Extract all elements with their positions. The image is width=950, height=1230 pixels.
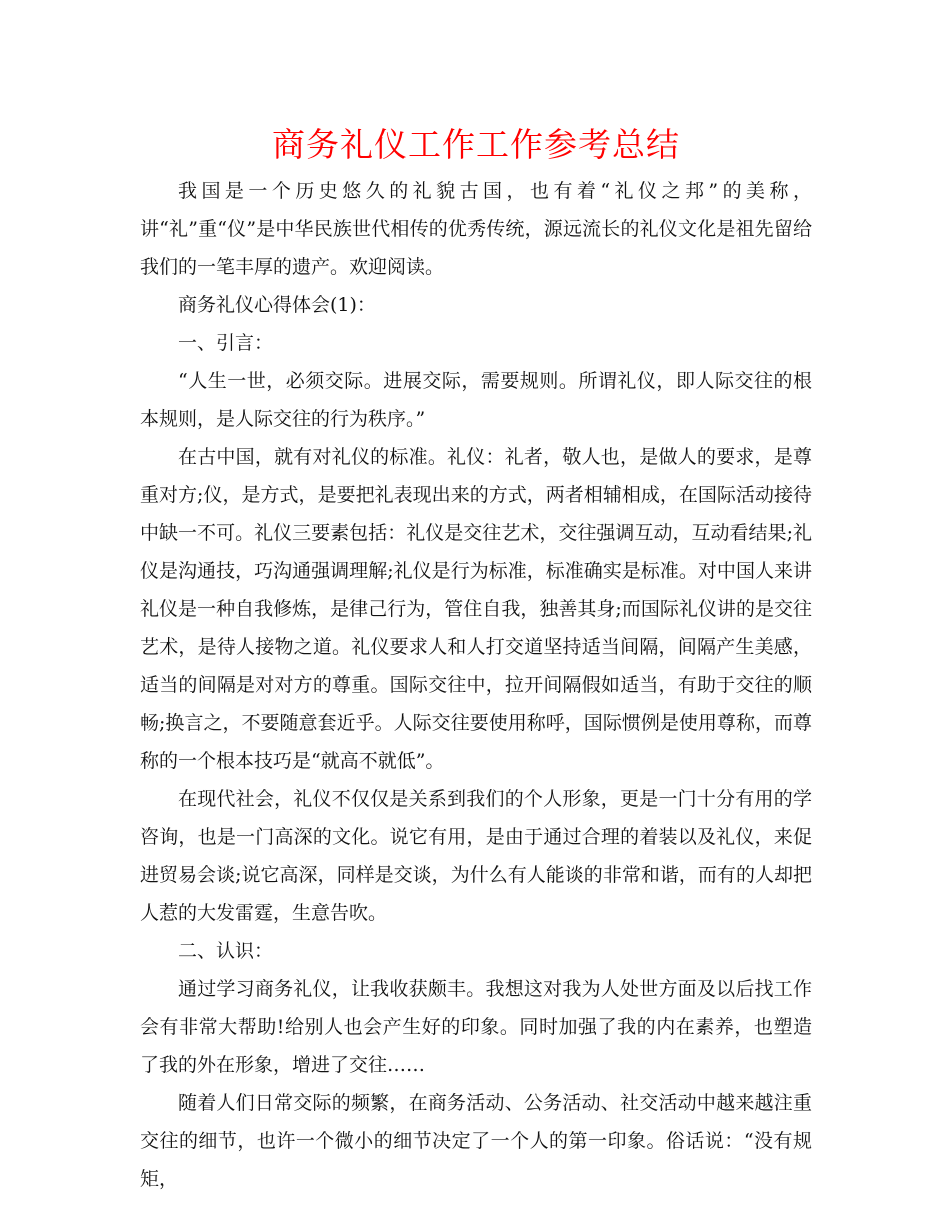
paragraph-learning: 通过学习商务礼仪，让我收获颇丰。我想这对我为人处世方面及以后找工作会有非常大帮助!给别人也会产生好的印象。同时加强了我的内在素养，也塑造了我的外在形象，增进了交往…… [140, 978, 812, 1076]
paragraph-heading-introduction: 一、引言： [178, 332, 274, 354]
paragraph-ancient-china: 在古中国，就有对礼仪的标准。礼仪：礼者，敬人也，是做人的要求，是尊重对方;仪，是方式，是要把礼表现出来的方式，两者相辅相成，在国际活动接待中缺一不可。礼仪三要素包括：礼仪是交往艺术，交往强调互动，互动看结果;礼仪是沟通技，巧沟通强调理解;礼仪是行为标准，标准确实是标准。对中国人来讲礼仪是一种自我修炼，是律己行为，管住自我，独善其身;而国际礼仪讲的是交往艺术，是待人接物之道。礼仪要求人和人打交道坚持适当间隔，间隔产生美感，适当的间隔是对对方的尊重。国际交往中，拉开间隔假如适当，有助于交往的顺畅;换言之，不要随意套近乎。人际交往要使用称呼，国际惯例是使用尊称，而尊称的一个根本技巧是“就高不就低”。 [140, 446, 812, 772]
paragraph-details: 随着人们日常交际的频繁，在商务活动、公务活动、社交活动中越来越注重交往的细节，也许一个微小的细节决定了一个人的第一印象。俗话说：“没有规矩， [140, 1092, 812, 1190]
paragraph-intro: 我国是一个历史悠久的礼貌古国，也有着“礼仪之邦”的美称，讲“礼”重“仪”是中华民族世代相传的优秀传统，源远流长的礼仪文化是祖先留给我们的一笔丰厚的遗产。欢迎阅读。 [140, 180, 812, 278]
paragraph-section-heading: 商务礼仪心得体会(1)： [178, 294, 376, 316]
document-page [140, 118, 812, 1198]
document-title: 商务礼仪工作工作参考总结 [272, 125, 680, 164]
paragraph-heading-understanding: 二、认识： [178, 940, 274, 962]
document-body [140, 172, 812, 1198]
paragraph-quote: “人生一世，必须交际。进展交际，需要规则。所谓礼仪，即人际交往的根本规则，是人际交往的行为秩序。” [140, 370, 812, 430]
paragraph-modern-society: 在现代社会，礼仪不仅仅是关系到我们的个人形象，更是一门十分有用的学咨询，也是一门高深的文化。说它有用，是由于通过合理的着装以及礼仪，来促进贸易会谈;说它高深，同样是交谈，为什么有人能谈的非常和谐，而有的人却把人惹的大发雷霆，生意告吹。 [140, 788, 812, 924]
